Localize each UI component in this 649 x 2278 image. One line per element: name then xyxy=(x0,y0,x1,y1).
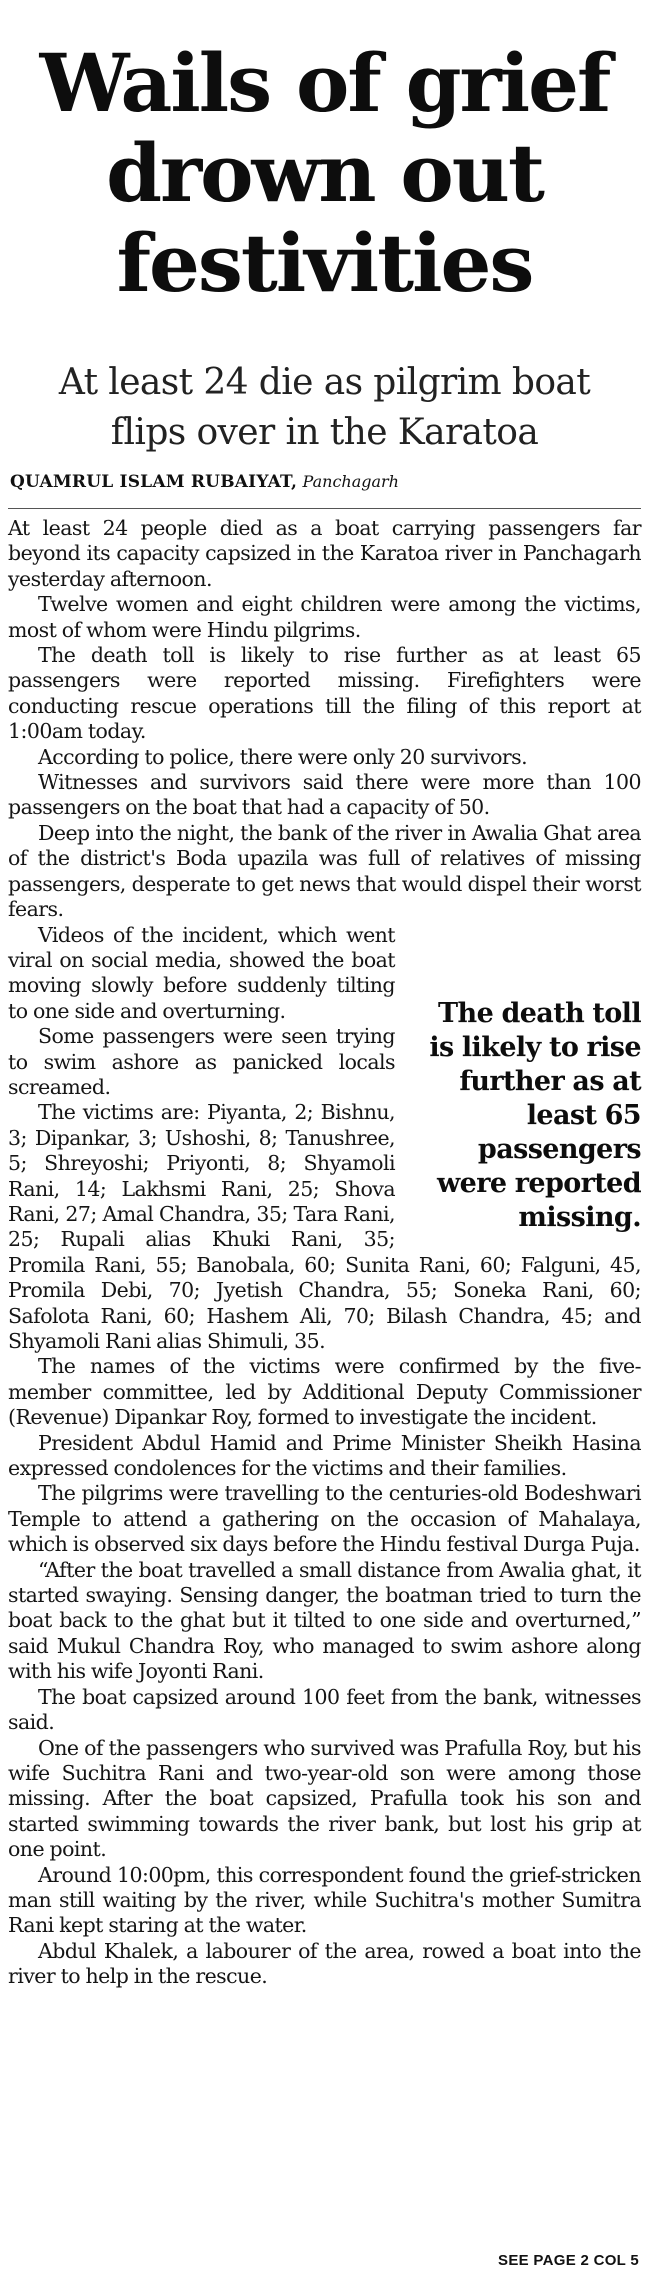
article-paragraph: At least 24 people died as a boat carrying passengers far beyond its capacity capsized in the Karatoa river in Panchagarh yesterday afternoon. xyxy=(8,516,641,591)
article-paragraph: President Abdul Hamid and Prime Minister Sheikh Hasina expressed condolences for the victims and their families. xyxy=(8,1430,641,1481)
article-paragraph: Videos of the incident, which went viral on social media, showed the boat moving slowly before suddenly tilting to one side and overturning. xyxy=(8,922,395,1023)
byline xyxy=(10,470,640,494)
article-paragraph: “After the boat travelled a small distance from Awalia ghat, it started swaying. Sensing danger, the boatman tried to turn the boat back to the ghat but it tilted to one side and overturned,” said Mukul Chandra Roy, who managed to swim ashore along with his wife Joyonti Rani. xyxy=(8,1557,641,1684)
article-paragraph: Some passengers were seen trying to swim ashore as panicked locals screamed. xyxy=(8,1024,395,1099)
pull-quote: The death toll is likely to rise further as at least 65 passengers were reported missing. xyxy=(429,997,641,1233)
article-paragraph: The pilgrims were travelling to the centuries-old Bodeshwari Temple to attend a gathering on the occasion of Mahalaya, which is observed six days before the Hindu festival Durga Puja. xyxy=(8,1481,641,1557)
subheadline-line: At least 24 die as pilgrim boat xyxy=(58,362,591,403)
article-paragraph: Abdul Khalek, a labourer of the area, rowed a boat into the river to help in the rescue. xyxy=(8,1938,641,1989)
headline xyxy=(0,38,649,308)
article-paragraph: Around 10:00pm, this correspondent found the grief-stricken man still waiting by the river, while Suchitra's mother Sumitra Rani kept staring at the water. xyxy=(8,1862,641,1938)
article-paragraph: Deep into the night, the bank of the river in Awalia Ghat area of the district's Boda upazila was full of relatives of missing passengers, desperate to get news that would dispel their worst fears. xyxy=(8,820,641,922)
subheadline xyxy=(0,358,649,458)
article-paragraph: The death toll is likely to rise further as at least 65 passengers were reported missing. Firefighters were conducting rescue operations till the filing of this report at 1:00am today. xyxy=(8,643,641,744)
byline-author: QUAMRUL ISLAM RUBAIYAT, xyxy=(10,472,298,492)
continuation-jump-line: SEE PAGE 2 COL 5 xyxy=(498,2252,639,2269)
byline-location: Panchagarh xyxy=(302,472,399,491)
article-paragraph: The boat capsized around 100 feet from the bank, witnesses said. xyxy=(8,1684,641,1735)
article-body xyxy=(8,516,641,1990)
headline-line: festivities xyxy=(116,216,533,310)
article-paragraph: The victims are: Piyanta, 2; Bishnu, 3; Dipankar, 3; Ushoshi, 8; Tanushree, 5; Shreyoshi; Priyonti, 8; Shyamoli Rani, 14; Lakhsmi Rani, 25; Shova Rani, 27; Amal Chandra, 35; Tara Rani, 25; Rupali alias Khuki Rani, 35; Promila Rani, 55; Banobala, 60; Sunita Rani, 60; Falguni, 45, Promila Debi, 70; Jyetish Chandra, 55; Soneka Rani, 60; Safolota Rani, 60; Hashem Ali, 70; Bilash Chandra, 45; and Shyamoli Rani alias Shimuli, 35. xyxy=(8,1100,641,1353)
subheadline-line: flips over in the Karatoa xyxy=(110,412,539,453)
article-paragraph: According to police, there were only 20 survivors. xyxy=(38,744,528,769)
headline-line: Wails of grief xyxy=(39,36,610,130)
article-paragraph: Witnesses and survivors said there were more than 100 passengers on the boat that had a capacity of 50. xyxy=(8,770,641,820)
byline-divider xyxy=(8,508,641,509)
article-paragraph: Twelve women and eight children were among the victims, most of whom were Hindu pilgrims. xyxy=(8,592,641,642)
article-paragraph: One of the passengers who survived was Prafulla Roy, but his wife Suchitra Rani and two-year-old son were among those missing. After the boat capsized, Prafulla took his son and started swimming towards the river bank, but lost his grip at one point. xyxy=(8,1735,641,1862)
headline-line: drown out xyxy=(106,126,543,220)
article-paragraph: The names of the victims were confirmed by the five-member committee, led by Additional Deputy Commissioner (Revenue) Dipankar Roy, formed to investigate the incident. xyxy=(8,1354,641,1430)
